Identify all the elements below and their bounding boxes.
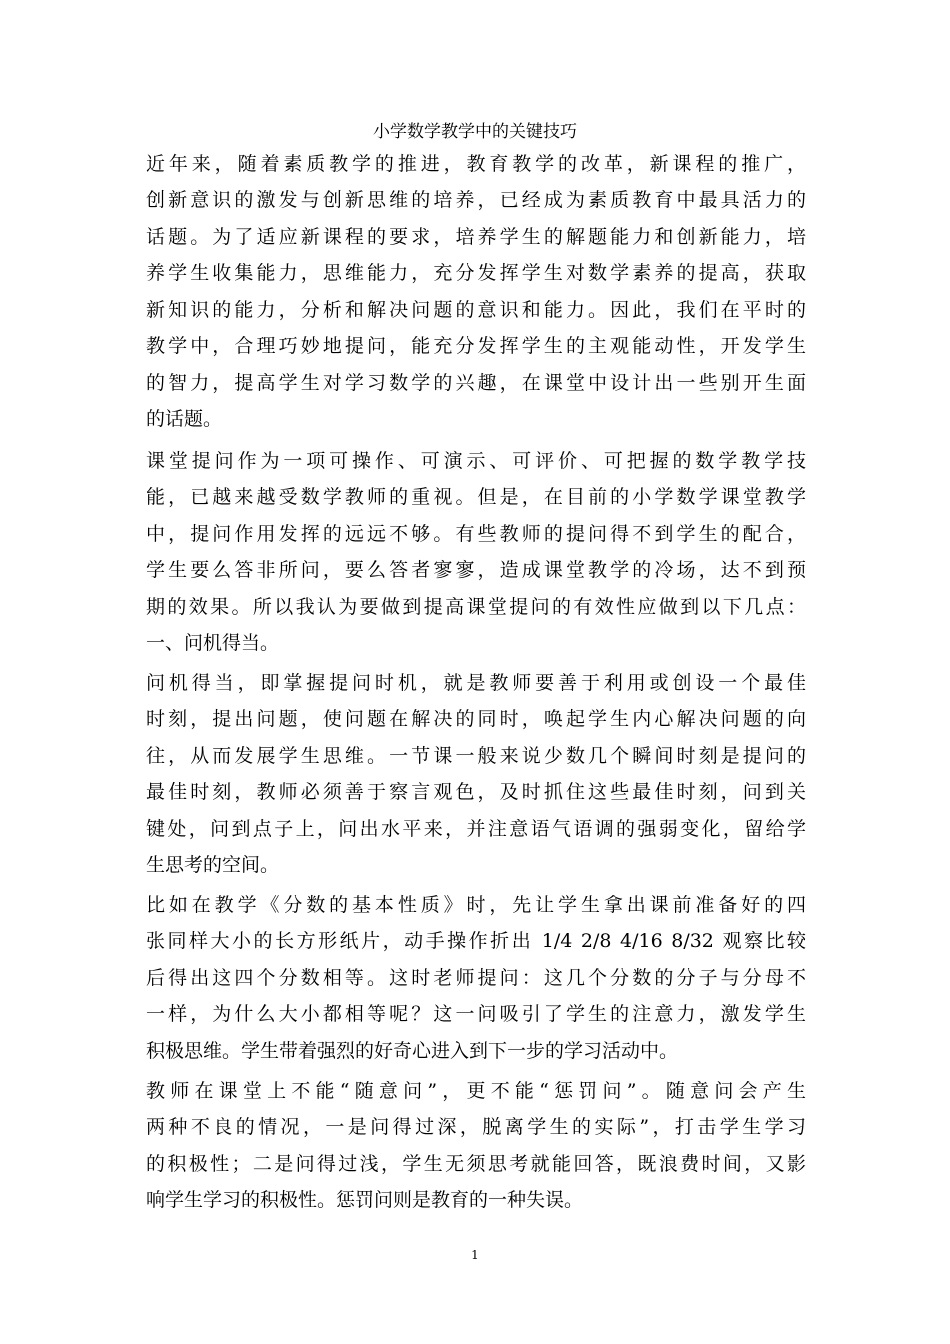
- text-line: 的话题。: [146, 408, 223, 430]
- text-line: 时刻，提出问题，使问题在解决的同时，唤起学生内心解决问题的向: [146, 708, 806, 730]
- text-line: 教师在课堂上不能“随意问”，更不能“惩罚问”。随意问会产生: [146, 1080, 806, 1102]
- text-line: 课堂提问作为一项可操作、可演示、可评价、可把握的数学教学技: [146, 450, 806, 472]
- text-line: 期的效果。所以我认为要做到提高课堂提问的有效性应做到以下几点：: [146, 596, 806, 618]
- text-line: 新知识的能力，分析和解决问题的意识和能力。因此，我们在平时的: [146, 299, 806, 321]
- text-line: 两种不良的情况，一是问得过深，脱离学生的实际”，打击学生学习: [146, 1116, 806, 1138]
- text-line: 后得出这四个分数相等。这时老师提问：这几个分数的分子与分母不: [146, 967, 806, 989]
- text-line: 生思考的空间。: [146, 854, 280, 876]
- text-line: 教学中，合理巧妙地提问，能充分发挥学生的主观能动性，开发学生: [146, 335, 806, 357]
- text-line: 的智力，提高学生对学习数学的兴趣，在课堂中设计出一些别开生面: [146, 372, 806, 394]
- document-title: 小学数学教学中的关键技巧: [373, 122, 577, 142]
- text-line: 养学生收集能力，思维能力，充分发挥学生对数学素养的提高，获取: [146, 262, 806, 284]
- text-line: 积极思维。学生带着强烈的好奇心进入到下一步的学习活动中。: [146, 1040, 679, 1062]
- text-line: 学生要么答非所问，要么答者寥寥，造成课堂教学的冷场，达不到预: [146, 559, 806, 581]
- text-line: 近年来，随着素质教学的推进，教育教学的改革，新课程的推广，: [146, 153, 806, 175]
- text-line: 往，从而发展学生思维。一节课一般来说少数几个瞬间时刻是提问的: [146, 745, 806, 767]
- text-line: 能，已越来越受数学教师的重视。但是，在目前的小学数学课堂教学: [146, 486, 806, 508]
- text-line: 一样，为什么大小都相等呢？这一问吸引了学生的注意力，激发学生: [146, 1003, 806, 1025]
- text-line: 张同样大小的长方形纸片，动手操作折出 1/4 2/8 4/16 8/32 观察比较: [146, 930, 806, 952]
- page-number: 1: [471, 1248, 479, 1262]
- text-line: 问机得当，即掌握提问时机，就是教师要善于利用或创设一个最佳: [146, 672, 806, 694]
- text-line: 话题。为了适应新课程的要求，培养学生的解题能力和创新能力，培: [146, 226, 806, 248]
- text-line: 最佳时刻，教师必须善于察言观色，及时抓住这些最佳时刻，问到关: [146, 781, 806, 803]
- text-line: 比如在教学《分数的基本性质》时，先让学生拿出课前准备好的四: [146, 894, 806, 916]
- text-line: 的积极性；二是问得过浅，学生无须思考就能回答，既浪费时间，又影: [146, 1153, 806, 1175]
- text-line: 中，提问作用发挥的远远不够。有些教师的提问得不到学生的配合，: [146, 523, 806, 545]
- text-line: 响学生学习的积极性。惩罚问则是教育的一种失误。: [146, 1189, 584, 1211]
- text-line: 创新意识的激发与创新思维的培养，已经成为素质教育中最具活力的: [146, 189, 806, 211]
- text-line: 键处，问到点子上，问出水平来，并注意语气语调的强弱变化，留给学: [146, 818, 806, 840]
- section-heading: 一、问机得当。: [146, 632, 280, 654]
